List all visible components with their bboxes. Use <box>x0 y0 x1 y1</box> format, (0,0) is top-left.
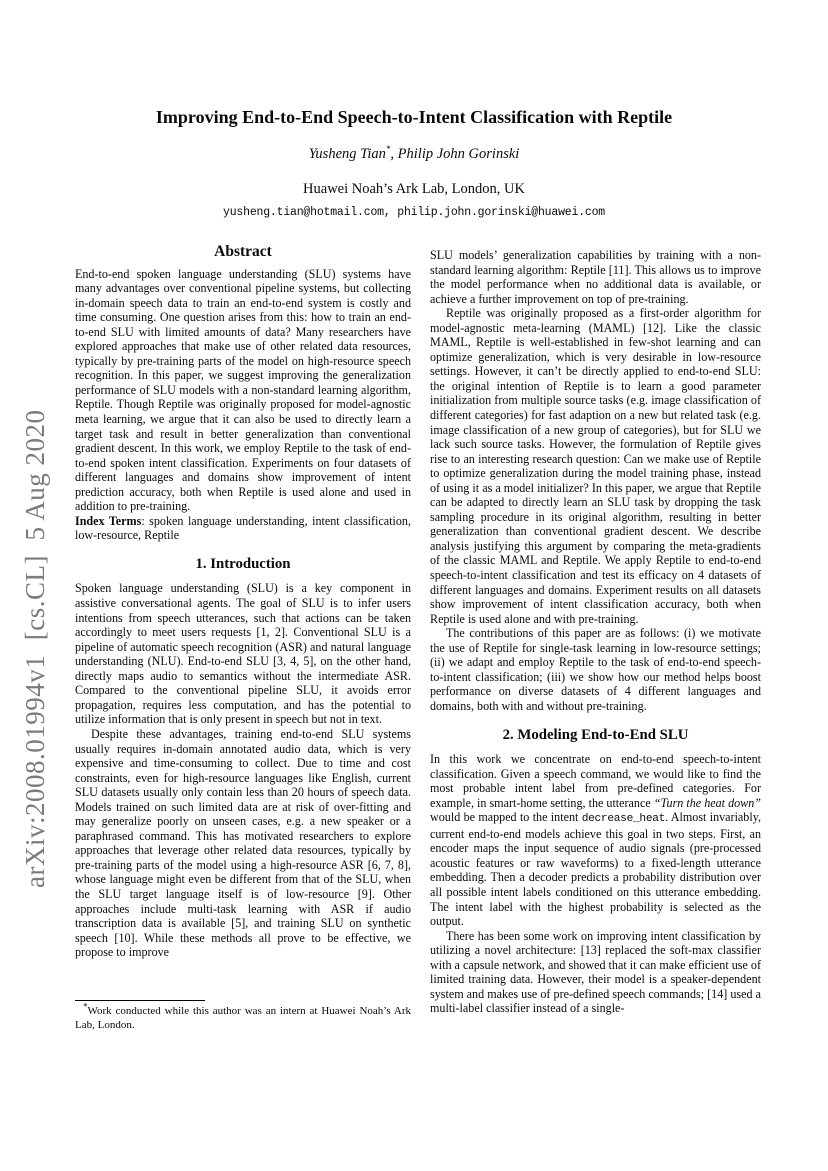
affiliation: Huawei Noah’s Ark Lab, London, UK <box>303 181 525 197</box>
paper-title: Improving End-to-End Speech-to-Intent Classification with Reptile <box>155 107 673 127</box>
abstract-heading: Abstract <box>214 243 272 260</box>
footnote <box>75 1000 411 1032</box>
intent-label-mono: decrease_heat <box>581 813 666 826</box>
contributions-paragraph: The contributions of this paper are as follows: (i) we motivate the use of Reptile for single-task learning in low-resource settings; (ii) we adapt and employ Reptile to the task of end-to-end speech-to-intent classification; (iii) we show how our method helps boost performance on diverse datasets of 4 different languages and domains, both with and without pre-training. <box>430 626 761 713</box>
footnote-body: Work conducted while this author was an intern at Huawei Noah’s Ark Lab, London. <box>75 1005 411 1031</box>
modeling-text-3: . Almost invariably, current end-to-end models achieve this goal in two steps. First, an encoder maps the input sequence of audio signals (pre-processed acoustic features or raw waveforms) to a fixed-length utterance embedding. Then a decoder predicts a probability distribution over all possible intent labels conditioned on this utterance embedding. The intent label with the highest probability is selected as the output. <box>430 810 761 929</box>
section-1-heading: 1. Introduction <box>195 555 291 572</box>
author-footnote-marker: * <box>385 144 391 155</box>
footnote-marker: * <box>83 1001 88 1012</box>
section-2-heading: 2. Modeling End-to-End SLU <box>502 726 689 743</box>
index-terms-text: : spoken language understanding, intent classification, low-resource, Reptile <box>75 513 411 543</box>
author-emails: yusheng.tian@hotmail.com, philip.john.gorinski@huawei.com <box>223 206 605 219</box>
modeling-paragraph-1 <box>430 752 761 929</box>
reptile-origin-paragraph: Reptile was originally proposed as a first-order algorithm for model-agnostic meta-learning (MAML) [12]. Like the classic MAML, Reptile is well-established in few-shot learning and can optimize generalization, which is very desirable in low-resource settings. However, it can’t be directly applied to end-to-end SLU: the original intention of Reptile is to learn a good parameter initialization from multiple source tasks (e.g. image classification of different categories) for fast adaption on a new but related task (e.g. image classification of a new group of categories), but for SLU we lack such source tasks. However, the formulation of Reptile gives rise to an interesting research question: Can we make use of Reptile to optimize generalization during the model training phase, instead of using it as a model initializer? In this paper, we argue that Reptile can be adapted to directly learn an SLU task by dropping the task sampling procedure in its original algorithm, resulting in better generalization than conventional gradient descent. We describe analysis justifying this argument by comparing the meta-gradients of the classic MAML and Reptile. We apply Reptile to end-to-end speech-to-intent classification and test its efficacy on 4 datasets of different languages and domains. Experiment results on all datasets show improvement of intent classification accuracy, both when Reptile is used alone and with pre-training. <box>430 306 761 626</box>
abstract-body: End-to-end spoken language understanding (SLU) systems have many advantages over conventional pipeline systems, but collecting in-domain speech data to train an end-to-end system is costly and time consuming. One question arises from this: how to train an end-to-end SLU with limited amounts of data? Many researchers have explored approaches that make use of other related data resources, typically by pre-training parts of the model on high-resource speech recognition. In this paper, we suggest improving the generalization performance of SLU models with a non-standard learning algorithm, Reptile. Though Reptile was originally proposed for model-agnostic meta learning, we argue that it can also be used to directly learn a target task and result in better generalization than conventional gradient descent. In this work, we employ Reptile to the task of end-to-end spoken intent classification. Experiments on four datasets of different languages and domains show improvement of intent prediction accuracy, both when Reptile is used alone and used in addition to pre-training. <box>75 266 411 514</box>
utterance-quote: “Turn the heat down” <box>653 795 761 810</box>
index-terms-label: Index Terms <box>75 513 142 528</box>
author-name-2: , Philip John Gorinski <box>390 146 520 162</box>
intro-paragraph-2: Despite these advantages, training end-to-end SLU systems usually requires in-domain annotated audio data, which is very expensive and time-consuming to collect. Due to time and cost constraints, even for high-resource languages like English, current SLU datasets usually only contain less than 20 hours of speech data. Models trained on such limited data are at risk of over-fitting and may generalize poorly on unseen cases, e.g. a new speaker or a paraphrased command. This has motivated researchers to explore approaches that leverage other related data resources, typically by pre-training parts of the model using a high-resource ASR [6, 7, 8], whose language might even be different from that of the SLU, when the SLU target language itself is of low-resource [9]. Other approaches include multi-task learning with ASR if audio transcription data is available [5], and training SLU on synthetic speech [10]. While these methods all prove to be effective, we propose to improve <box>75 726 411 960</box>
modeling-text-1: In this work we concentrate on end-to-end speech-to-intent classification. Given a speech command, we would like to find the most probable intent label from pre-defined categories. For example, in smart-home setting, the utterance <box>430 752 761 810</box>
arxiv-watermark: arXiv:2008.01994v1 [cs.CL] 5 Aug 2020 <box>20 409 50 888</box>
right-column <box>430 248 761 1016</box>
modeling-paragraph-2: There has been some work on improving intent classification by utilizing a novel architecture: [13] replaced the soft-max classifier with a capsule network, and showed that it can make efficient use of limited training data. However, their model is a speaker-dependent system and makes use of pre-defined speech commands; [14] used a multi-label classifier instead of a single- <box>430 928 761 1016</box>
authors-line <box>0 146 828 163</box>
footnote-rule <box>75 1000 205 1001</box>
modeling-text-2: would be mapped to the intent <box>430 810 582 825</box>
index-terms <box>75 514 411 543</box>
intro-paragraph-1: Spoken language understanding (SLU) is a key component in assistive conversational agents. The goal of SLU is to infer users intentions from speech utterances, such that actions can be taken accordingly to meet users requests [1, 2]. Conventional SLU is a pipeline of automatic speech recognition (ASR) and natural language understanding (NLU). End-to-end SLU [3, 4, 5], on the other hand, directly maps audio to semantics without the intermediate ASR. Compared to the conventional pipeline SLU, it avoids error propagation, requires less computation, and has the potential to utilize information that is only present in speech but not in text. <box>75 581 411 727</box>
continuation-paragraph: SLU models’ generalization capabilities by training with a non-standard learning algorithm: Reptile [11]. This allows us to improve the model performance when no additional data is available, or achieve a further improvement on top of pre-training. <box>430 248 761 306</box>
left-column <box>75 245 411 960</box>
footnote-text <box>75 1001 411 1032</box>
author-name-1: Yusheng Tian <box>308 146 386 162</box>
